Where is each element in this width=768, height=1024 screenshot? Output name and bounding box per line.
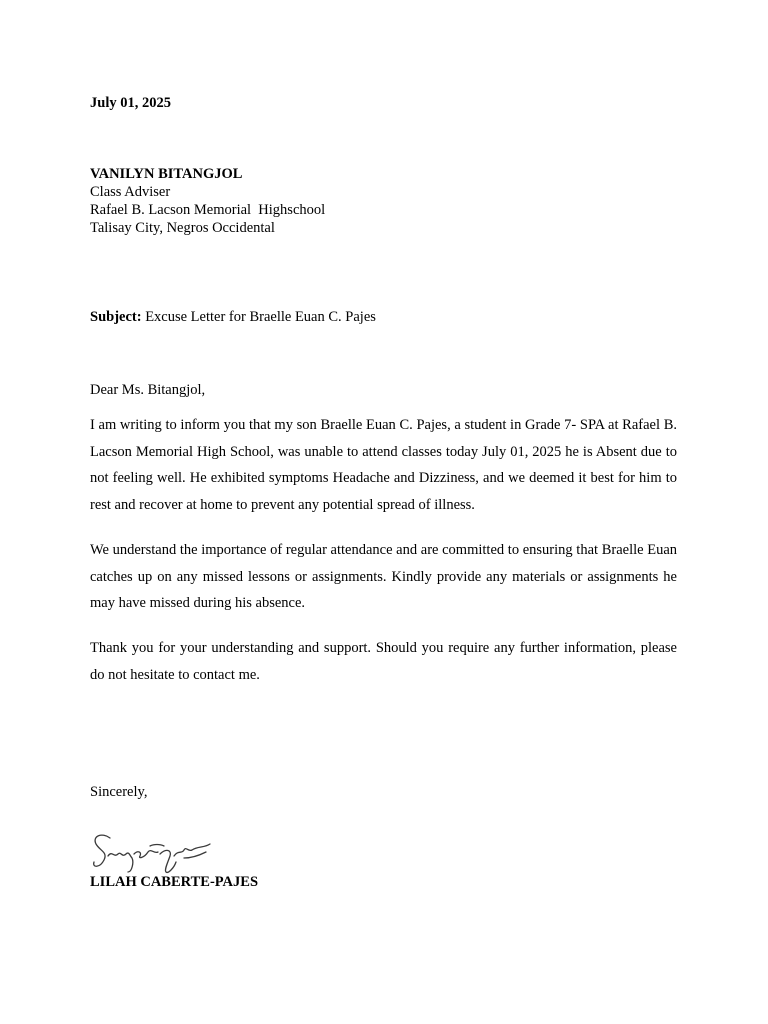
body-paragraph-3: Thank you for your understanding and support. Should you require any further information, please do not hesitate to contact me.	[90, 640, 677, 683]
recipient-address: Talisay City, Negros Occidental	[90, 220, 275, 236]
subject-text: Excuse Letter for Braelle Euan C. Pajes	[141, 309, 376, 325]
recipient-name: VANILYN BITANGJOL	[90, 166, 243, 182]
subject-line	[90, 308, 376, 326]
subject-label: Subject:	[90, 309, 142, 325]
body-paragraph-1: I am writing to inform you that my son Braelle Euan C. Pajes, a student in Grade 7- SPA at Rafael B. Lacson Memorial High School, was unable to attend classes today July 01, 2025 he is Absent due to not feeling well. He exhibited symptoms Headache and Dizziness, and we deemed it best for him to rest and recover at home to prevent any potential spread of illness.	[90, 417, 677, 513]
recipient-block	[90, 165, 325, 237]
recipient-school: Rafael B. Lacson Memorial Highschool	[90, 202, 326, 218]
letter-date: July 01, 2025	[90, 95, 171, 111]
recipient-title: Class Adviser	[90, 184, 171, 200]
closing: Sincerely,	[90, 784, 148, 800]
salutation: Dear Ms. Bitangjol,	[90, 382, 206, 398]
body-paragraph-2: We understand the importance of regular attendance and are committed to ensuring that Braelle Euan catches up on any missed lessons or assignments. Kindly provide any materials or assignments he may have missed during his absence.	[90, 542, 677, 611]
signer-name: LILAH CABERTE-PAJES	[90, 874, 259, 890]
handwritten-signature	[88, 828, 216, 876]
